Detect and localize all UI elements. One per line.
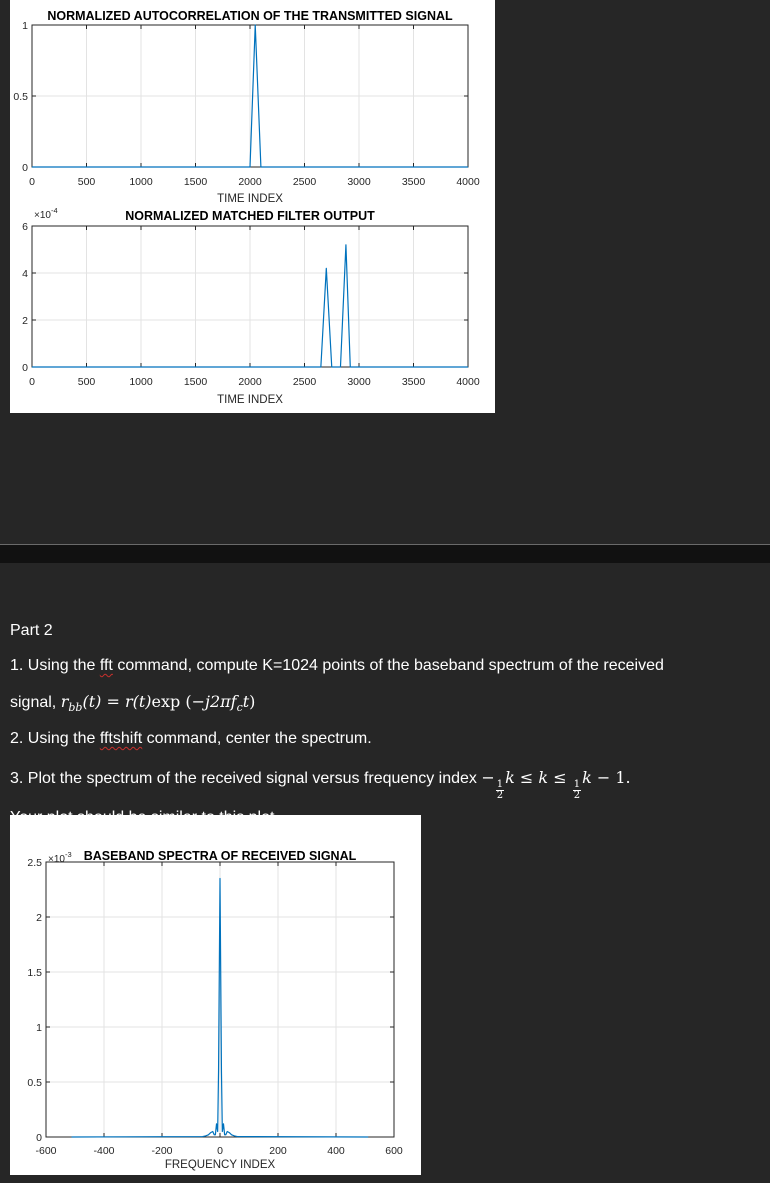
chart3-y-tick-label: 1.5 xyxy=(27,967,42,979)
chart3-x-tick-label: 0 xyxy=(217,1145,223,1157)
chart1-x-tick-label: 1000 xyxy=(129,176,153,188)
chart2-x-tick-label: 3500 xyxy=(401,376,426,388)
chart3-y-tick-label: 2 xyxy=(36,912,42,924)
instruction-1-line2-text: signal, xyxy=(10,694,61,711)
chart2-y-tick-label: 2 xyxy=(22,315,28,327)
chart1-x-tick-label: 3000 xyxy=(347,176,371,188)
instruction-2 xyxy=(10,730,372,748)
chart1-y-tick-label: 0.5 xyxy=(13,91,28,103)
chart2-x-tick-label: 1500 xyxy=(183,376,208,388)
chart2-x-tick-label: 1000 xyxy=(129,376,153,388)
bottom-figure-panel xyxy=(10,815,421,1175)
part-heading: Part 2 xyxy=(10,622,53,639)
chart1-x-tick-label: 2000 xyxy=(238,176,262,188)
chart3-y-tick-label: 0 xyxy=(36,1132,42,1144)
chart3-y-exponent-power: -3 xyxy=(64,850,72,859)
chart2-x-axis-label: TIME INDEX xyxy=(217,394,283,406)
chart1-title: NORMALIZED AUTOCORRELATION OF THE TRANSMITTED SIGNAL xyxy=(47,9,453,23)
chart3-y-tick-label: 2.5 xyxy=(27,857,42,869)
chart2-y-tick-label: 4 xyxy=(22,268,28,280)
chart3-x-tick-label: -400 xyxy=(93,1145,115,1157)
chart3-y-tick-label: 0.5 xyxy=(27,1077,42,1089)
frequency-range-formula: − $\frac{1}{2}$ k ≤ k ≤ $\frac{1}{2}$ k − 1. xyxy=(481,768,631,801)
chart2-y-tick-label: 6 xyxy=(22,221,28,233)
chart3-y-exponent: $\times 10^{-3}$ xyxy=(48,850,72,865)
chart3-y-tick-label: 1 xyxy=(36,1022,42,1034)
chart1-x-tick-label: 2500 xyxy=(292,176,317,188)
chart2-y-exponent: $\times 10^{-4}$ xyxy=(34,206,58,221)
chart2-x-tick-label: 3000 xyxy=(347,376,371,388)
section-divider xyxy=(0,544,770,563)
instruction-1-prefix: 1. Using the xyxy=(10,657,100,674)
chart2-y-tick-label: 0 xyxy=(22,362,28,374)
chart3-x-axis-label: FREQUENCY INDEX xyxy=(164,1159,276,1171)
chart2-x-tick-label: 2000 xyxy=(238,376,262,388)
chart3-x-tick-label: -600 xyxy=(35,1145,57,1157)
instruction-1-rest: command, compute K=1024 points of the baseband spectrum of the received xyxy=(112,657,664,674)
chart1-x-tick-label: 4000 xyxy=(456,176,480,188)
instruction-2-rest: command, center the spectrum. xyxy=(142,730,372,747)
baseband-formula: $r_{bb}(t) = r(t)\exp$ $(-j2\pi f_ct)$ xyxy=(60,692,256,715)
chart2-x-tick-label: 0 xyxy=(29,376,35,388)
chart2-y-exponent-power: -4 xyxy=(50,206,58,215)
chart2-x-tick-label: 500 xyxy=(77,376,96,388)
chart2-title: NORMALIZED MATCHED FILTER OUTPUT xyxy=(125,209,375,223)
instruction-2-prefix: 2. Using the xyxy=(10,730,100,747)
chart3-x-tick-label: 400 xyxy=(327,1145,345,1157)
chart1-x-tick-label: 500 xyxy=(77,176,96,188)
top-figure-panel xyxy=(10,0,495,413)
chart1-x-tick-label: 0 xyxy=(29,176,35,188)
chart2-x-tick-label: 2500 xyxy=(292,376,317,388)
chart1-x-tick-label: 3500 xyxy=(401,176,426,188)
bottom-figure-svg xyxy=(10,815,421,1175)
fftshift-command: fftshift xyxy=(99,730,143,747)
chart3-x-tick-label: 600 xyxy=(385,1145,403,1157)
chart2-x-tick-label: 4000 xyxy=(456,376,480,388)
instruction-3-text: 3. Plot the spectrum of the received signal versus frequency index xyxy=(10,770,482,787)
chart1-y-tick-label: 0 xyxy=(22,162,28,174)
chart3-x-tick-label: -200 xyxy=(151,1145,173,1157)
instruction-3 xyxy=(10,768,631,801)
fft-command: fft xyxy=(99,657,113,674)
chart1-x-tick-label: 1500 xyxy=(183,176,208,188)
top-figure-svg xyxy=(10,0,495,413)
chart3-title: BASEBAND SPECTRA OF RECEIVED SIGNAL xyxy=(83,849,357,863)
instruction-1 xyxy=(10,657,664,675)
chart1-x-axis-label: TIME INDEX xyxy=(217,193,283,205)
instruction-1-line2 xyxy=(10,692,255,714)
chart1-y-tick-label: 1 xyxy=(22,20,28,32)
chart3-x-tick-label: 200 xyxy=(269,1145,287,1157)
